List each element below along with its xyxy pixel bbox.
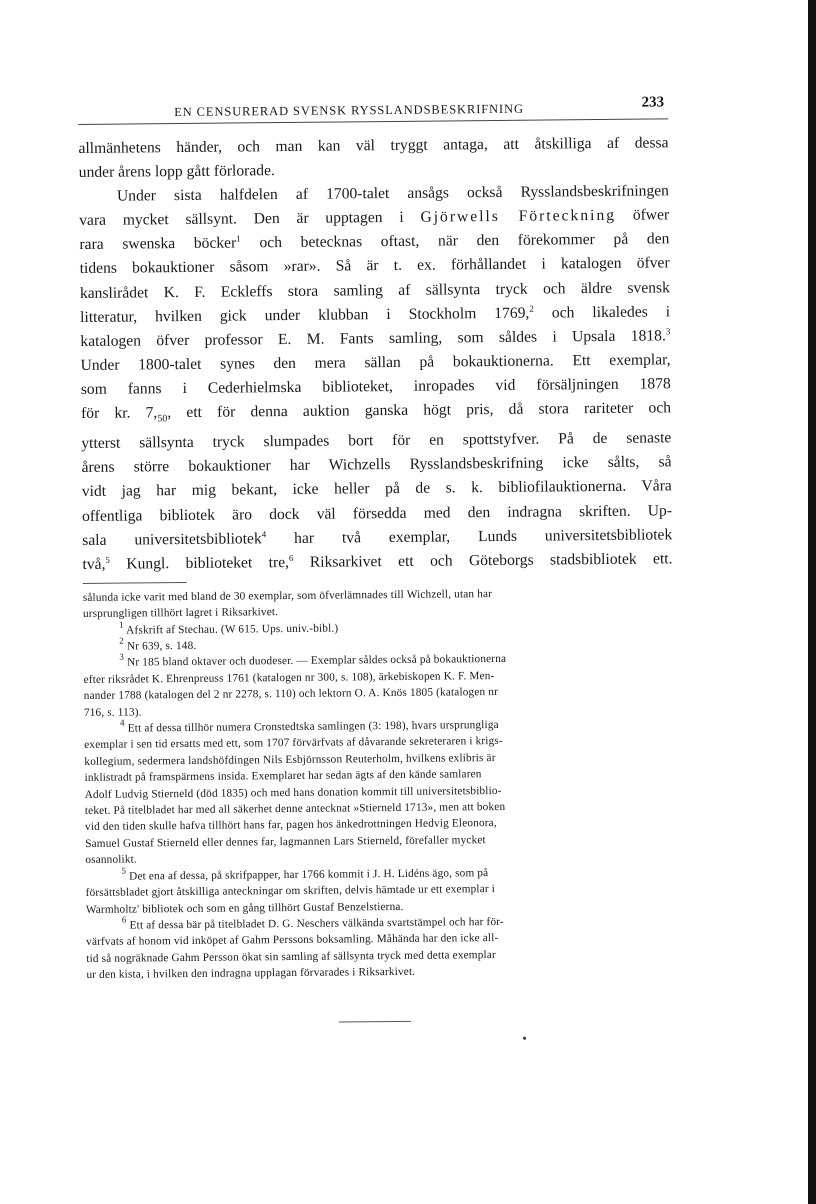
body-line: två,$^5$ Kungl. biblioteket tre,$^6$ Riksarkivet ett och Göteborgs stadsbibliotek ett. xyxy=(82,550,673,573)
footnote-1: $^1$ Afskrift af Stechau. (W 615. Ups. univ.-bibl.) xyxy=(119,619,339,637)
running-head: EN CENSURERAD SVENSK RYSSLANDSBESKRIFNING xyxy=(174,101,525,120)
body-line: rara swenska böcker$^1$ och betecknas oftast, när den förekommer på den xyxy=(79,230,670,254)
footnotes xyxy=(83,584,677,983)
book-page xyxy=(78,90,677,1043)
footnote-ref-1: 1 xyxy=(236,233,241,244)
body-text xyxy=(78,131,672,576)
body-line: Under sista halfdelen af 1700-talet ansågs också Rysslandsbeskrifningen xyxy=(116,182,670,205)
footnote-line: Samuel Gustaf Stierneld eller dennes far, lagmannen Lars Stierneld, förefaller mycket xyxy=(85,834,486,850)
footnote-line: exemplar i sen tid ersatts med ett, som 1707 förvärfvats af dåvarande sekreteraren i krigs- xyxy=(84,735,503,752)
footnote-ref-2: 2 xyxy=(529,303,534,314)
body-line: allmänhetens händer, och man kan väl tryggt antaga, att åtskilliga af dessa xyxy=(78,134,669,157)
footnote-line: kollegium, sedermera landshöfdingen Nils Esbjörnsson Reuterholm, hvilkens exlibris är xyxy=(84,751,496,768)
page-number: 233 xyxy=(641,94,665,111)
body-line: årens större bokauktioner har Wichzells Rysslandsbeskrifning icke sålts, så xyxy=(81,453,672,477)
body-line: litteratur, hvilken gick under klubban i Stockholm 1769,$^2$ och likaledes i xyxy=(80,302,671,326)
footnote-line: 716, s. 113). xyxy=(83,706,142,719)
title-gjorwell: Gjörwells Förteckning xyxy=(420,207,617,226)
footnote-line: osannolikt. xyxy=(85,853,137,867)
body-line: kanslirådet K. F. Eckleffs stora samling af sällsynta tryck och äldre svensk xyxy=(79,278,670,302)
footnote-line: teket. På titelbladet har med all säkerhet denne antecknat »Stierneld 1713», men att boken xyxy=(84,801,506,818)
body-line: ytterst sällsynta tryck slumpades bort för en spottstyfver. På de senaste xyxy=(81,429,672,453)
footnote-line: vid den tiden skulle hafva tillhört hans far, pagen hos änkedrottningen Hedvig Eleonora, xyxy=(84,817,497,834)
body-line: under årens lopp gått förlorade. xyxy=(78,162,275,182)
price-ore: 50 xyxy=(157,413,168,425)
footnote-line: inklistradt på framspärmens insida. Exemplaret har sedan ägts af den kände samlaren xyxy=(84,768,482,785)
footnote-5: $^5$ Det ena af dessa, på skrifpapper, har 1766 kommit i J. H. Lidéns ägo, som på xyxy=(121,865,489,883)
footnote-line: värfvats af honom vid inköpet af Gahm Perssons boksamling. Måhända har den icke all- xyxy=(86,932,499,949)
footnote-ref-4: 4 xyxy=(261,528,267,539)
scan-border xyxy=(808,0,816,1204)
body-line: offentliga bibliotek äro dock väl försedda med den indragna skriften. Up- xyxy=(81,501,673,525)
footnote-ref-6: 6 xyxy=(288,552,294,563)
footnote-line: försättsbladet gjort åtskilliga anteckningar om skriften, delvis hämtade ur ett exemplar i xyxy=(85,883,496,900)
footnote-2: $^2$ Nr 639, s. 148. xyxy=(119,635,197,653)
body-line: tidens bokauktioner såsom »rar». Så är t. ex. förhållandet i katalogen öfver xyxy=(79,254,670,278)
footnote-separator xyxy=(83,582,187,584)
body-line: sala universitetsbibliotek$^4$ har två exemplar, Lunds universitetsbibliotek xyxy=(82,525,673,549)
footnote-line: Warmholtz' bibliotek och som en gång tillhört Gustaf Benzelstierna. xyxy=(85,900,404,916)
page-header xyxy=(78,90,668,125)
footnote-line: nander 1788 (katalogen del 2 nr 2278, s. 110) och lektorn O. A. Knös 1805 (katalogen nr xyxy=(83,686,499,703)
footnote-line: ur den kista, i hvilken den indragna upplagan förvarades i Riksarkivet. xyxy=(86,965,416,982)
footnote-3: $^3$ Nr 185 bland oktaver och duodeser. — Exemplar såldes också på bokauktionerna xyxy=(119,652,507,669)
footnote-4: $^4$ Ett af dessa tillhör numera Cronstedtska samlingen (3: 198), hvars ursprungliga xyxy=(119,717,499,735)
body-line: vidt jag har mig bekant, icke heller på de s. k. bibliofilauktionerna. Våra xyxy=(81,477,672,501)
body-line: vara mycket sällsynt. Den är upptagen i Gjörwells Förteckning öfwer xyxy=(79,206,670,230)
body-line: Under 1800-talet synes den mera sällan på bokauktionerna. Ett exemplar, xyxy=(80,351,671,374)
body-line: som fanns i Cederhielmska biblioteket, inropades vid försäljningen 1878 xyxy=(80,375,671,398)
footnote-ref-5: 5 xyxy=(105,554,110,565)
end-rule xyxy=(339,1020,411,1022)
footnote-line: efter riksrådet K. Ehrenpreuss 1761 (katalogen nr 300, s. 108), ärkebiskopen K. F. Men- xyxy=(83,669,495,686)
footnote-line: Adolf Ludvig Stierneld (död 1835) och med hans donation kommit till universitetsbiblio- xyxy=(84,784,502,801)
body-line: katalogen öfver professor E. M. Fants samling, som såldes i Upsala 1818.$^3$ xyxy=(80,326,671,350)
footnote-line: ursprungligen tillhört lagret i Riksarkivet. xyxy=(82,606,279,621)
footnote-line: tid så nogräknade Gahm Persson ökat sin samling af sällsynta tryck med detta exemplar xyxy=(86,948,496,965)
ink-speck xyxy=(523,1036,526,1039)
body-line: för kr. $7,_{50}$, ett för denna auktion ganska högt pris, då stora rariteter och xyxy=(80,399,672,425)
footnote-line: sålunda icke varit med bland de 30 exemplar, som öfverlämnades till Wichzell, utan har xyxy=(82,587,493,604)
footnote-6: $^6$ Ett af dessa bär på titelbladet D. G. Neschers välkända svartstämpel och har för- xyxy=(121,914,504,932)
footnote-ref-3: 3 xyxy=(665,326,671,337)
